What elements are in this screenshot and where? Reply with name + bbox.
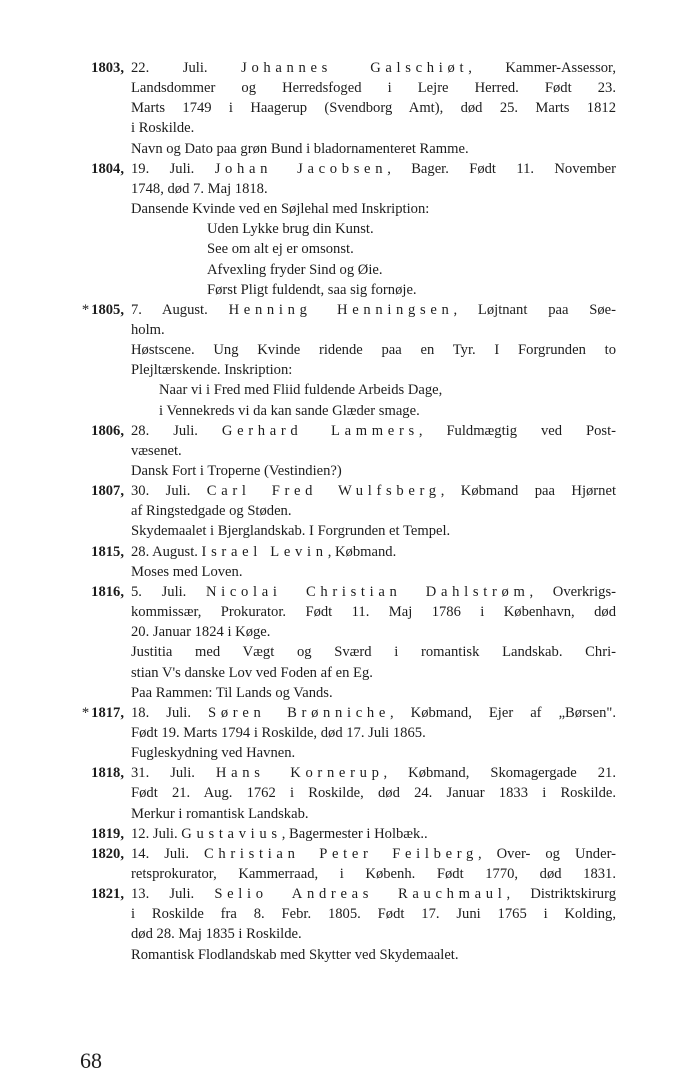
entry-line: Afvexling fryder Sind og Øie. [207,261,383,278]
entry-line: Marts 1749 i Haagerup (Svendborg Amt), død 25. Marts 1812 [131,100,616,117]
entry-heading-line: 28. August. Israel Levin, Købmand. [131,543,397,560]
person-name: Søren Brønniche [208,704,390,721]
entry-year: 1807, [91,483,124,500]
entry-heading-line: 12. Juli. Gustavius, Bagermester i Holbæk.. [131,825,428,842]
entry-year: 1816, [91,583,124,600]
entry-line: kommissær, Prokurator. Født 11. Maj 1786 i København, død [131,604,616,621]
entry-line: Født 19. Marts 1794 i Roskilde, død 17. Juli 1865. [131,724,426,741]
entry-year: * 1817, [81,704,124,721]
entry-heading-line: 13. Juli. Selio Andreas Rauchmaul, Distriktskirurg [131,886,616,903]
person-name: Selio Andreas Rauchmaul [214,886,507,903]
entry-heading-line: 28. Juli. Gerhard Lammers, Fuldmægtig ved Post- [131,422,616,439]
entry-line: Naar vi i Fred med Fliid fuldende Arbeids Dage, [159,382,443,399]
entry-heading-line: 14. Juli. Christian Peter Feilberg, Over- og Under- [131,845,617,862]
entry-line: 1748, død 7. Maj 1818. [131,180,268,197]
entry-line: i Roskilde fra 8. Febr. 1805. Født 17. Juni 1765 i Kolding, [131,906,616,923]
entry-line: Født 21. Aug. 1762 i Roskilde, død 24. Januar 1833 i Roskilde. [131,785,616,802]
entry-heading-line: 5. Juli. Nicolai Christian Dahlstrøm, Overkrigs- [131,583,616,600]
entry-line: Paa Rammen: Til Lands og Vands. [131,684,333,701]
person-name: Gustavius [181,825,282,842]
page-number: 68 [80,1048,102,1073]
entry-line: Landsdommer og Herredsfoged i Lejre Herred. Født 23. [131,80,616,97]
entry-heading-line: 19. Juli. Johan Jacobsen, Bager. Født 11. November [131,160,616,177]
entry-line: død 28. Maj 1835 i Roskilde. [131,926,302,943]
entry-line: Dansende Kvinde ved en Søjlehal med Inskription: [131,201,430,218]
entry-line: See om alt ej er omsonst. [207,241,354,258]
entry-line: Merkur i romantisk Landskab. [131,805,309,822]
entry-line: i Vennekreds vi da kan sande Glæder smage. [159,402,420,419]
entry-line: stian V's danske Lov ved Foden af en Eg. [131,664,373,681]
entry-line: Fugleskydning ved Havnen. [131,745,296,762]
entry-line: Skydemaalet i Bjerglandskab. I Forgrunden et Tempel. [131,523,451,540]
entry-line: 20. Januar 1824 i Køge. [131,624,271,641]
entry-year: 1818, [91,765,124,782]
entry-line: Først Pligt fuldendt, saa sig fornøje. [207,281,417,298]
entry-heading-line: 18. Juli. Søren Brønniche, Købmand, Ejer af „Børsen". [131,704,616,721]
entry-line: Navn og Dato paa grøn Bund i bladornamenteret Ramme. [131,140,469,157]
person-name: Henning Henningsen [228,301,454,318]
entry-asterisk: * [81,704,90,721]
person-name: Hans Kornerup [215,765,384,782]
entry-line: af Ringstedgade og Støden. [131,503,292,520]
person-name: Johan Jacobsen [214,160,388,177]
entry-line: Justitia med Vægt og Sværd i romantisk Landskab. Chri- [131,644,616,661]
entry-heading-line: 7. August. Henning Henningsen, Løjtnant paa Søe- [131,301,617,318]
person-name: Gerhard Lammers [221,422,419,439]
entry-year: 1820, [91,845,124,862]
entry-heading-line: 30. Juli. Carl Fred Wulfsberg, Købmand paa Hjørnet [131,483,617,500]
entry-line: Høstscene. Ung Kvinde ridende paa en Tyr. I Forgrunden to [131,342,616,359]
entry-year: 1819, [91,825,124,842]
entry-year: 1821, [91,886,124,903]
entry-line: Plejltærskende. Inskription: [131,362,293,379]
entry-line: Dansk Fort i Troperne (Vestindien?) [131,463,342,479]
entry-line: væsenet. [131,442,182,459]
person-name: Nicolai Christian Dahlstrøm [205,583,530,600]
entry-year: * 1805, [81,301,124,318]
entry-line: retsprokurator, Kammerraad, i Københ. Født 1770, død 1831. [131,866,616,882]
entry-year: 1804, [91,160,124,177]
entry-heading-line: 22. Juli. Johannes Galschiøt, Kammer-Assessor, [131,60,616,76]
entry-year: 1803, [91,60,124,76]
entry-line: holm. [131,321,165,338]
entry-heading-line: 31. Juli. Hans Kornerup, Købmand, Skomagergade 21. [131,765,616,782]
person-name: Johannes Galschiøt [241,60,469,76]
person-name: Christian Peter Feilberg [203,845,478,862]
entry-line: Uden Lykke brug din Kunst. [207,221,374,238]
person-name: Carl Fred Wulfsberg [206,483,441,500]
entry-asterisk: * [81,301,90,318]
entry-year: 1815, [91,543,124,560]
entry-line: i Roskilde. [131,120,195,137]
entry-line: Romantisk Flodlandskab med Skytter ved Skydemaalet. [131,946,459,963]
person-name: Israel Levin [201,543,328,560]
entry-year: 1806, [91,422,124,439]
entry-line: Moses med Loven. [131,563,243,580]
